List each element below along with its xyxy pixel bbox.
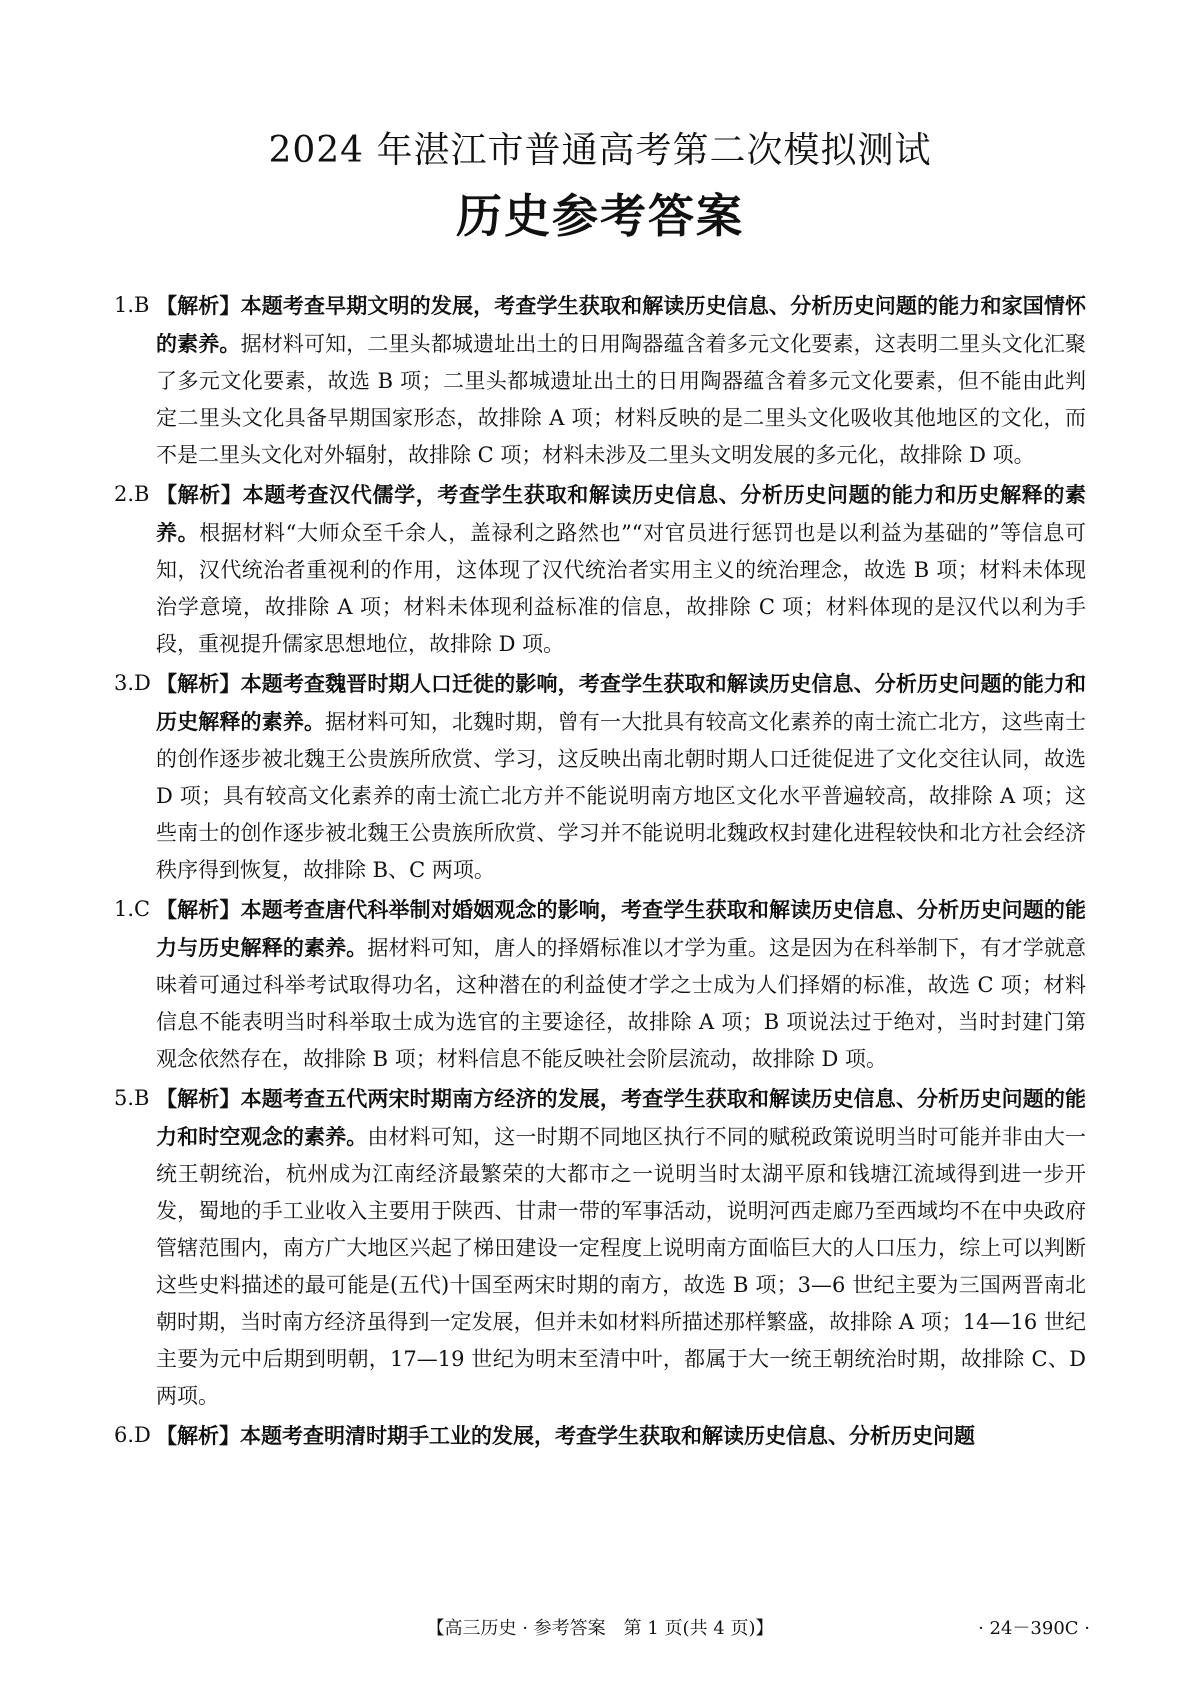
answer-item xyxy=(114,476,1086,663)
answer-body: 据材料可知，唐人的择婿标准以才学为重。这是因为在科举制下，有才学就意味着可通过科举考试取得功名，这种潜在的利益使才学之士成为人们择婿的标准，故选 C 项；材料信息不能表明当时科举取士成为选官的主要途径，故排除 A 项；B 项说法过于绝对，当时封建门第观念依然存在，故排除 B 项；材料信息不能反映社会阶层流动，故排除 D 项。 xyxy=(156,936,1087,1071)
answer-focus: 本题考查汉代儒学，考查学生获取和解读历史信息、分析历史问题的能力和历史解释的素养。 xyxy=(156,482,1087,545)
answer-item xyxy=(114,891,1086,1078)
answer-number: 3.D xyxy=(114,671,151,695)
answer-body: 由材料可知，这一时期不同地区执行不同的赋税政策说明当时可能并非由大一统王朝统治，杭州成为江南经济最繁荣的大都市之一说明当时太湖平原和钱塘江流域得到进一步开发，蜀地的手工业收入主要用于陕西、甘肃一带的军事活动，说明河西走廊乃至西域均不在中央政府管辖范围内，南方广大地区兴起了梯田建设一定程度上说明南方面临巨大的人口压力，综上可以判断这些史料描述的最可能是(五代)十国至两宋时期的南方，故选 B 项；3—6 世纪主要为三国两晋南北朝时期，当时南方经济虽得到一定发展，但并未如材料所描述那样繁盛，故排除 A 项；14—16 世纪主要为元中后期到明朝，17—19 世纪为明末至清中叶，都属于大一统王朝统治时期，故排除 C、D 两项。 xyxy=(156,1125,1087,1408)
document-subtitle: 历史参考答案 xyxy=(456,189,744,243)
answer-item xyxy=(114,287,1086,474)
answer-focus: 本题考查唐代科举制对婚姻观念的影响，考查学生获取和解读历史信息、分析历史问题的能力与历史解释的素养。 xyxy=(156,897,1087,960)
answer-focus: 本题考查明清时期手工业的发展，考查学生获取和解读历史信息、分析历史问题 xyxy=(240,1423,975,1448)
answer-focus: 本题考查五代两宋时期南方经济的发展，考查学生获取和解读历史信息、分析历史问题的能力和时空观念的素养。 xyxy=(156,1086,1087,1149)
analysis-tag: 【解析】 xyxy=(156,897,241,922)
analysis-tag: 【解析】 xyxy=(156,293,241,318)
answer-number: 2.B xyxy=(114,482,150,506)
answer-body: 根据材料“大师众至千余人，盖禄利之路然也”“对官员进行惩罚也是以利益为基础的”等信息可知，汉代统治者重视利的作用，这体现了汉代统治者实用主义的统治理念，故选 B 项；材料未体现治学意境，故排除 A 项；材料未体现利益标准的信息，故排除 C 项；材料体现的是汉代以利为手段，重视提升儒家思想地位，故排除 D 项。 xyxy=(156,521,1086,656)
answer-list xyxy=(114,287,1086,1457)
answer-body: 据材料可知，北魏时期，曾有一大批具有较高文化素养的南士流亡北方，这些南士的创作逐步被北魏王公贵族所欣赏、学习，这反映出南北朝时期人口迁徙促进了文化交往认同，故选 D 项；具有较高文化素养的南士流亡北方并不能说明南方地区文化水平普遍较高，故排除 A 项；这些南士的创作逐步被北魏王公贵族所欣赏、学习并不能说明北魏政权封建化进程较快和北方社会经济秩序得到恢复，故排除 B、C 两项。 xyxy=(156,710,1087,882)
answer-number: 1.B xyxy=(114,293,150,317)
answer-item xyxy=(114,665,1086,889)
footer-exam-code: · 24－390C · xyxy=(978,1618,1090,1639)
answer-focus: 本题考查早期文明的发展，考查学生获取和解读历史信息、分析历史问题的能力和家国情怀的素养。 xyxy=(156,293,1087,356)
page-footer xyxy=(0,1612,1200,1646)
analysis-tag: 【解析】 xyxy=(156,1086,241,1111)
analysis-tag: 【解析】 xyxy=(156,671,241,696)
analysis-tag: 【解析】 xyxy=(156,1423,240,1448)
footer-page-info: 【高三历史 · 参考答案 第 1 页(共 4 页)】 xyxy=(426,1618,774,1639)
exam-title: 2024 年湛江市普通高考第二次模拟测试 xyxy=(268,130,932,171)
answer-body: 据材料可知，二里头都城遗址出土的日用陶器蕴含着多元文化要素，这表明二里头文化汇聚了多元文化要素，故选 B 项；二里头都城遗址出土的日用陶器蕴含着多元文化要素，但不能由此判定二里头文化具备早期国家形态，故排除 A 项；材料反映的是二里头文化吸收其他地区的文化，而不是二里头文化对外辐射，故排除 C 项；材料未涉及二里头文明发展的多元化，故排除 D 项。 xyxy=(156,332,1087,467)
answer-number: 1.C xyxy=(114,897,151,921)
answer-item xyxy=(114,1080,1086,1415)
title-block xyxy=(0,128,1200,246)
answer-focus: 本题考查魏晋时期人口迁徙的影响，考查学生获取和解读历史信息、分析历史问题的能力和历史解释的素养。 xyxy=(156,671,1087,734)
answer-number: 5.B xyxy=(114,1086,150,1110)
answer-number: 6.D xyxy=(114,1423,151,1447)
answer-item xyxy=(114,1417,1086,1455)
analysis-tag: 【解析】 xyxy=(156,482,243,507)
